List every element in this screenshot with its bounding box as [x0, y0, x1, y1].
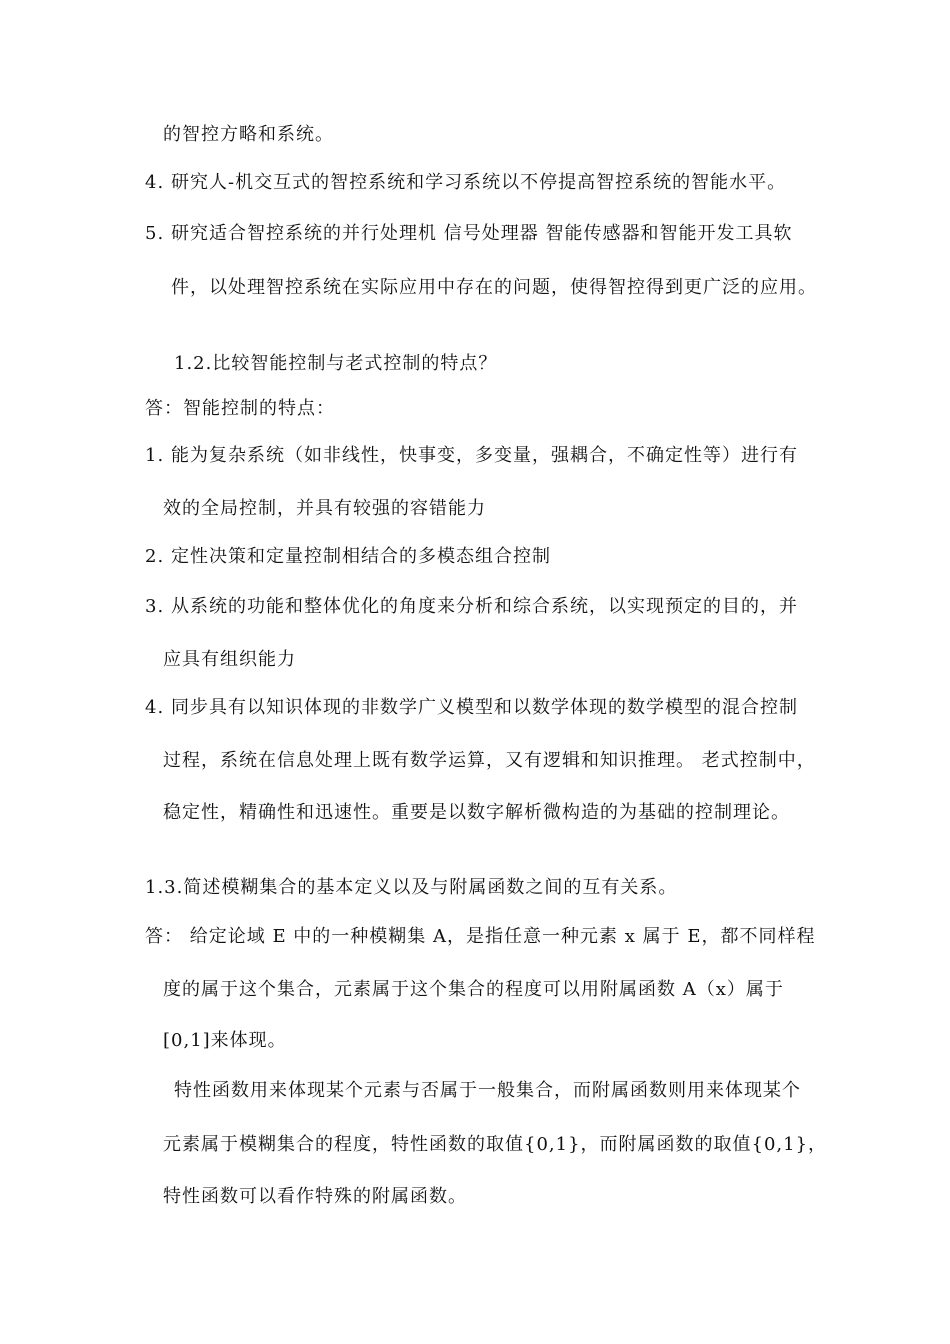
- section-heading: 1.3.简述模糊集合的基本定义以及与附属函数之间的互有关系。: [145, 877, 678, 898]
- list-number: 2.: [145, 546, 165, 567]
- list-number: 3.: [145, 596, 165, 617]
- answer-line: 答： 给定论域 E 中的一种模糊集 A，是指任意一种元素 x 属于 E，都不同样程: [145, 926, 816, 947]
- text-line: 定性决策和定量控制相结合的多模态组合控制: [171, 546, 551, 567]
- list-item: [145, 444, 798, 468]
- list-item: [145, 696, 798, 720]
- text-line: 研究适合智控系统的并行处理机 信号处理器 智能传感器和智能开发工具软: [171, 223, 793, 244]
- answer-line: 答：智能控制的特点：: [145, 398, 335, 419]
- text-line: 能为复杂系统（如非线性，快事变，多变量，强耦合，不确定性等）进行有: [171, 445, 798, 466]
- text-line: 同步具有以知识体现的非数学广义模型和以数学体现的数学模型的混合控制: [171, 697, 798, 718]
- section-heading: 1.2.比较智能控制与老式控制的特点？: [174, 353, 498, 374]
- list-item: [145, 545, 551, 569]
- list-item: [145, 171, 786, 195]
- list-number: 1.: [145, 445, 165, 466]
- text-line: 过程，系统在信息处理上既有数学运算，又有逻辑和知识推理。 老式控制中，: [163, 750, 816, 771]
- text-line: 特性函数用来体现某个元素与否属于一般集合，而附属函数则用来体现某个: [174, 1080, 801, 1101]
- list-item: [145, 595, 798, 619]
- text-line: [0,1]来体现。: [163, 1030, 287, 1051]
- text-line: 研究人-机交互式的智控系统和学习系统以不停提高智控系统的智能水平。: [171, 172, 787, 193]
- list-number: 4.: [145, 172, 165, 193]
- text-line: 应具有组织能力: [163, 649, 296, 670]
- text-line: 特性函数可以看作特殊的附属函数。: [163, 1186, 467, 1207]
- text-line: 的智控方略和系统。: [163, 124, 334, 145]
- text-line: 度的属于这个集合，元素属于这个集合的程度可以用附属函数 A（x）属于: [163, 979, 784, 1000]
- text-line: 元素属于模糊集合的程度，特性函数的取值{0,1}，而附属函数的取值{0,1}，: [163, 1134, 828, 1155]
- list-number: 4.: [145, 697, 165, 718]
- list-item: [145, 222, 792, 246]
- text-line: 件，以处理智控系统在实际应用中存在的问题，使得智控得到更广泛的应用。: [171, 277, 817, 298]
- text-line: 从系统的功能和整体优化的角度来分析和综合系统，以实现预定的目的，并: [171, 596, 798, 617]
- list-number: 5.: [145, 223, 165, 244]
- text-line: 稳定性，精确性和迅速性。重要是以数字解析微构造的为基础的控制理论。: [163, 802, 790, 823]
- text-line: 效的全局控制，并具有较强的容错能力: [163, 498, 486, 519]
